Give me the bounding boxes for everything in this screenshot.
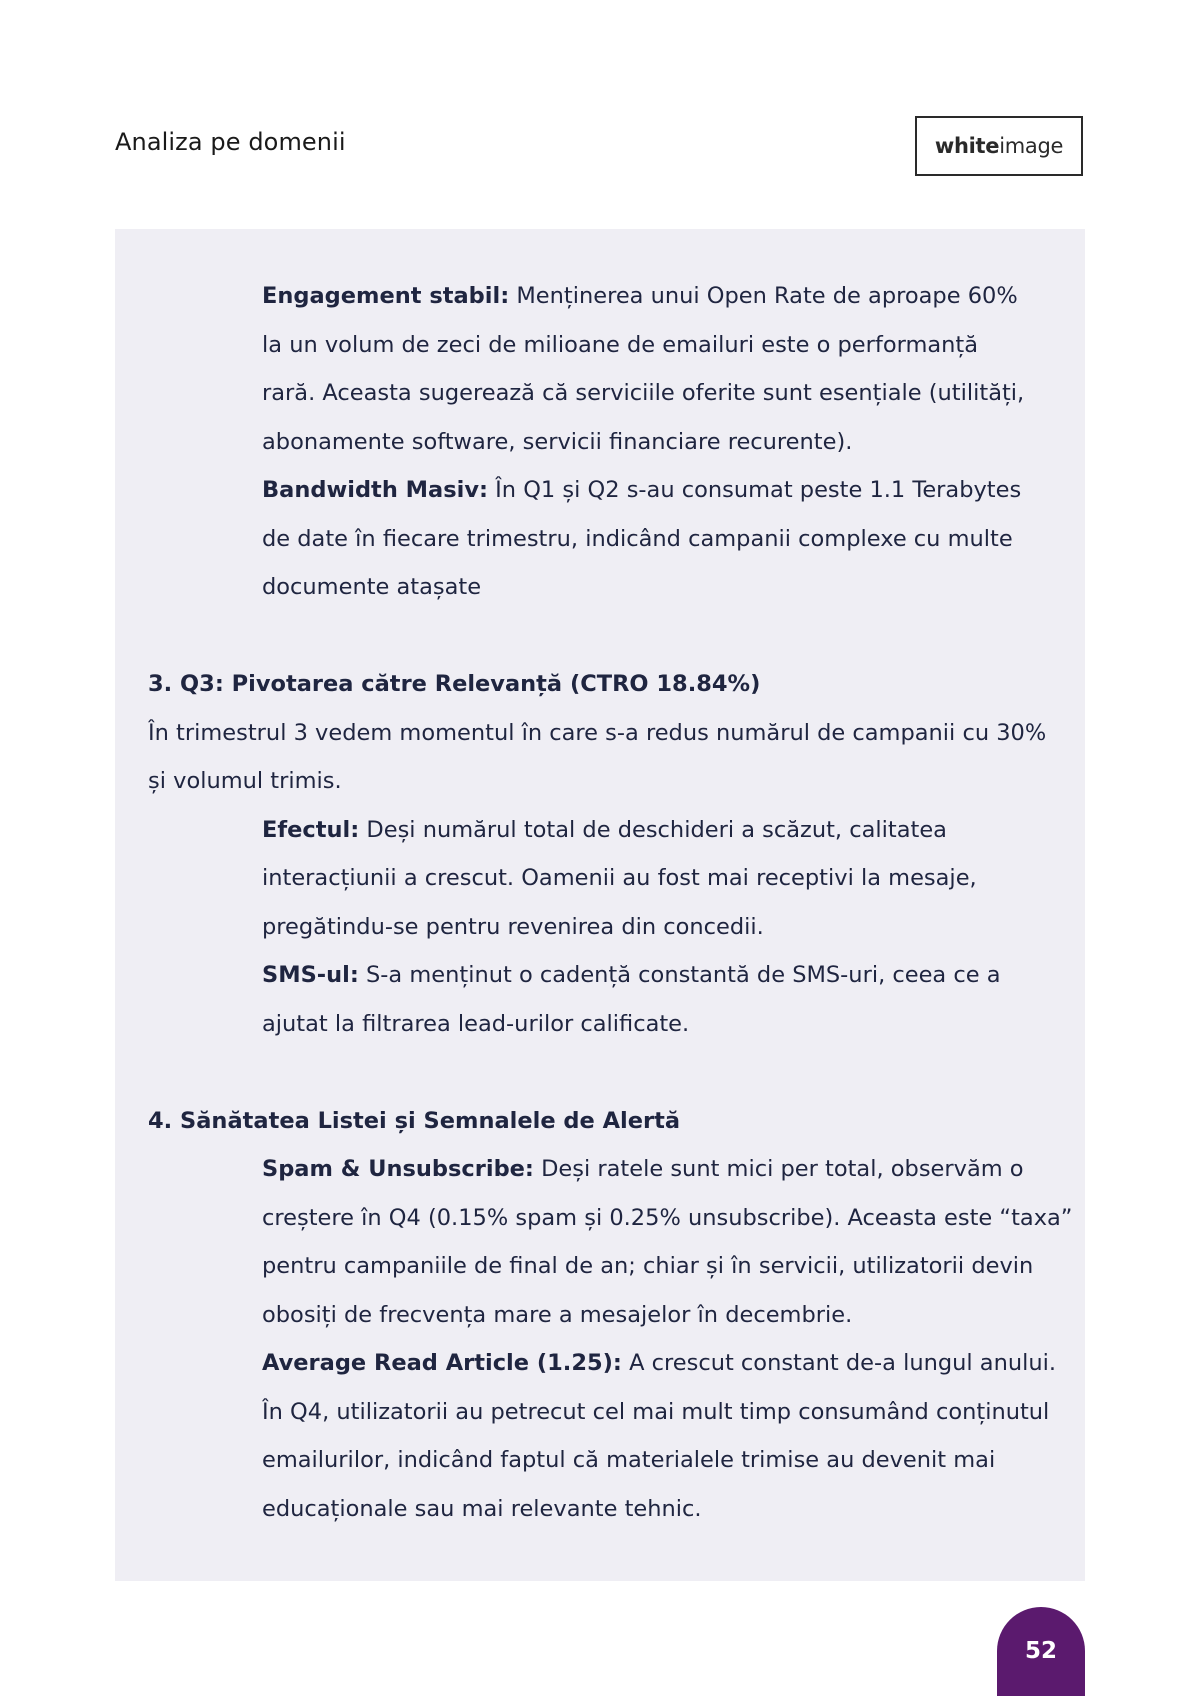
spacer xyxy=(148,612,1063,661)
section-3-intro-2: și volumul trimis. xyxy=(148,768,342,794)
engagement-line-3: rară. Aceasta sugerează că serviciile oferite sunt esențiale (utilități, xyxy=(262,380,1025,406)
section-4-heading: 4. Sănătatea Listei și Semnalele de Alertă xyxy=(148,1107,681,1134)
spam-line-4: obosiți de frecvența mare a mesajelor în decembrie. xyxy=(262,1301,853,1328)
spam-line-2: creștere în Q4 (0.15% spam și 0.25% unsubscribe). Aceasta este “taxa” xyxy=(262,1204,1073,1231)
page-section-title: Analiza pe domenii xyxy=(115,128,346,156)
read-line-2: În Q4, utilizatorii au petrecut cel mai mult timp consumând conținutul xyxy=(262,1398,1050,1425)
sms-label: SMS-ul: xyxy=(262,962,359,988)
read-label: Average Read Article (1.25): xyxy=(262,1350,622,1376)
bandwidth-line-1: Bandwidth Masiv: În Q1 și Q2 s-au consumat peste 1.1 Terabytes xyxy=(262,477,1022,503)
bandwidth-label: Bandwidth Masiv: xyxy=(262,477,489,503)
engagement-label: Engagement stabil: xyxy=(262,283,510,309)
engagement-line-1: Engagement stabil: Menținerea unui Open Rate de aproape 60% xyxy=(262,283,1018,309)
section-3-heading: 3. Q3: Pivotarea către Relevanță (CTRO 18.84%) xyxy=(148,671,761,697)
page-number-badge: 52 xyxy=(997,1607,1085,1696)
spam-line-1: Spam & Unsubscribe: Deși ratele sunt mici per total, observăm o xyxy=(262,1156,1024,1182)
engagement-line-4: abonamente software, servicii financiare recurente). xyxy=(262,428,853,455)
spam-line-3: pentru campaniile de final de an; chiar și în servicii, utilizatorii devin xyxy=(262,1253,1034,1279)
bandwidth-line-3: documente atașate xyxy=(262,574,482,600)
sms-line-1: SMS-ul: S-a menținut o cadență constantă de SMS-uri, ceea ce a xyxy=(262,962,1001,988)
bandwidth-line-2: de date în fiecare trimestru, indicând campanii complexe cu multe xyxy=(262,525,1013,552)
logo-bold-text: white xyxy=(934,134,1000,158)
sms-line-2: ajutat la filtrarea lead-urilor calificate. xyxy=(262,1010,690,1037)
engagement-line-2: la un volum de zeci de milioane de emailuri este o performanță xyxy=(262,331,979,358)
efect-line-2: interacțiunii a crescut. Oamenii au fost mai receptivi la mesaje, xyxy=(262,865,977,891)
read-line-4: educaționale sau mai relevante tehnic. xyxy=(262,1495,702,1522)
whiteimage-logo xyxy=(915,116,1083,176)
spam-label: Spam & Unsubscribe: xyxy=(262,1156,534,1182)
read-line-1: Average Read Article (1.25): A crescut constant de-a lungul anului. xyxy=(262,1350,1057,1376)
efect-line-1: Efectul: Deși numărul total de deschideri a scăzut, calitatea xyxy=(262,816,947,843)
logo-light-text: image xyxy=(999,134,1064,158)
efect-label: Efectul: xyxy=(262,816,360,843)
body-text xyxy=(148,272,1073,1533)
efect-line-3: pregătindu-se pentru revenirea din concedii. xyxy=(262,913,764,940)
spacer xyxy=(148,1048,1063,1097)
read-line-3: emailurilor, indicând faptul că materialele trimise au devenit mai xyxy=(262,1447,996,1473)
section-3-intro-1: În trimestrul 3 vedem momentul în care s-a redus numărul de campanii cu 30% xyxy=(148,719,1047,746)
